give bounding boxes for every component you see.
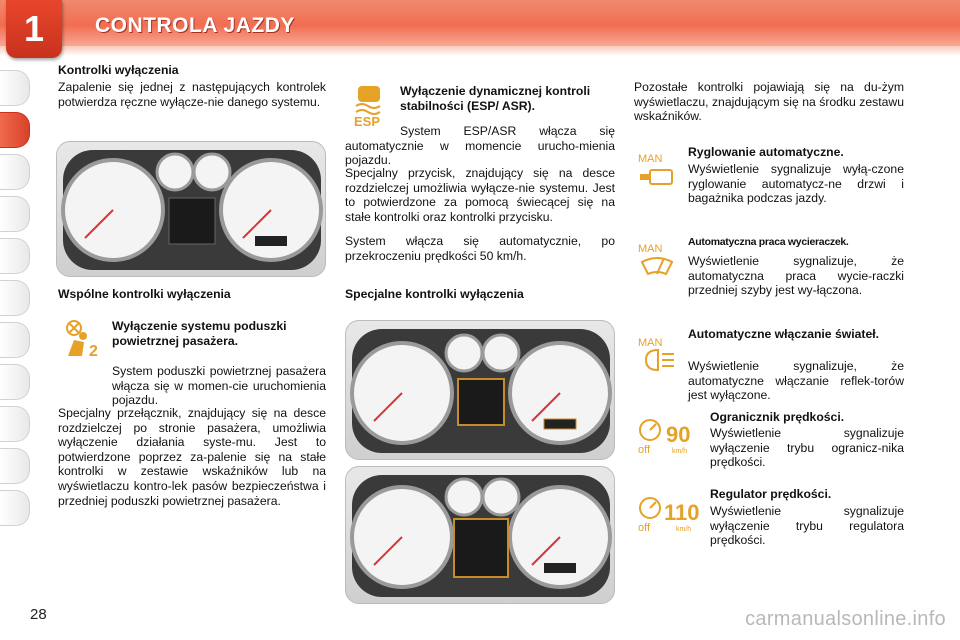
- svg-text:off: off: [638, 444, 651, 456]
- col3-intro: Pozostałe kontrolki pojawiają się na du-żym wyświetlaczu, znajdującym się na środku zestawu wskaźników.: [634, 80, 904, 124]
- svg-text:MAN: MAN: [638, 337, 663, 349]
- intro-paragraph: Zapalenie się jednej z następujących kontrolek potwierdza ręczne wyłącze-nie danego systemu.: [58, 80, 326, 109]
- svg-text:MAN: MAN: [638, 243, 663, 255]
- airbag-more-text: Specjalny przełącznik, znajdujący się na desce rozdzielczej po stronie pasażera, umożliwia wyłączenie działania syste-mu. Jest to potwierdzone poprzez za-palenie się na stałe kontrolki w zestawie wskaźników lub na wyświetlaczu kontro-lek pasów bezpieczeństwa i przedniej poduszki powietrznej pasażera.: [58, 406, 326, 508]
- esp-text-2: Specjalny przycisk, znajdujący się na desce rozdzielczej umożliwia wyłącze-nie systemu. Jest to potwierdzone za pomocą świecącej się na stałe kontrolki oraz kontrolki przycisku.: [345, 166, 615, 224]
- airbag-text: System poduszki powietrznej pasażera włącza się w momen-cie uruchomienia pojazdu.: [112, 364, 326, 408]
- side-tab-active[interactable]: [0, 112, 30, 148]
- svg-text:90: 90: [666, 422, 691, 447]
- instrument-cluster-image-special-2: [345, 466, 615, 604]
- item-heading: Ryglowanie automatyczne.: [688, 145, 844, 159]
- svg-text:off: off: [638, 522, 651, 534]
- side-tab[interactable]: [0, 154, 30, 190]
- side-tab[interactable]: [0, 322, 30, 358]
- svg-text:110: 110: [664, 500, 700, 525]
- item-heading: Automatyczne włączanie świateł.: [688, 327, 880, 341]
- instrument-cluster-image-common: [56, 141, 326, 277]
- svg-text:km/h: km/h: [676, 526, 692, 533]
- item-heading: Ogranicznik prędkości.: [710, 410, 845, 424]
- cruise-control-off-icon: [636, 494, 702, 534]
- esp-off-icon: [352, 82, 388, 128]
- panel-caption: Wspólne kontrolki wyłączenia: [58, 287, 231, 301]
- chapter-title: CONTROLA JAZDY: [95, 14, 295, 37]
- item-text: Wyświetlenie sygnalizuje wyłączenie trybu regulatora prędkości.: [710, 504, 904, 548]
- side-tab[interactable]: [0, 196, 30, 232]
- header-fade: [0, 46, 960, 56]
- instrument-cluster-image-special-1: [345, 320, 615, 460]
- airbag-heading: Wyłączenie systemu poduszki powietrznej pasażera.: [112, 319, 287, 348]
- svg-text:ESP: ESP: [354, 114, 381, 128]
- airbag-off-icon: [60, 318, 102, 358]
- lock-auto-off-icon: [636, 150, 678, 190]
- item-heading: Regulator prędkości.: [710, 487, 832, 501]
- side-tab[interactable]: [0, 70, 30, 106]
- wiper-auto-off-icon: [636, 240, 678, 280]
- item-text: Wyświetlenie sygnalizuje wyłą-czone ryglowanie automatycz-ne drzwi i bagażnika podczas jazdy.: [688, 162, 904, 206]
- esp-text-1: System ESP/ASR włącza się automatycznie w momencie urucho-mienia pojazdu.: [345, 124, 615, 168]
- section-heading: Kontrolki wyłączenia: [58, 63, 179, 77]
- item-text: Wyświetlenie sygnalizuje, że automatyczne włączanie reflek-torów jest wyłączone.: [688, 359, 904, 403]
- panel-caption: Specjalne kontrolki wyłączenia: [345, 287, 524, 301]
- esp-text-3: System włącza się automatycznie, po przekroczeniu prędkości 50 km/h.: [345, 234, 615, 263]
- svg-text:2: 2: [89, 343, 98, 358]
- page-number: 28: [30, 606, 47, 623]
- chapter-number-tab: 1: [6, 0, 62, 58]
- item-text: Wyświetlenie sygnalizuje wyłączenie trybu ogranicz-nika prędkości.: [710, 426, 904, 470]
- item-text: Wyświetlenie sygnalizuje, że automatyczna praca wycie-raczki przedniej szyby jest wy-łączona.: [688, 254, 904, 298]
- headlamp-auto-off-icon: [636, 334, 678, 374]
- item-heading: Automatyczna praca wycieraczek.: [688, 236, 849, 248]
- side-tab[interactable]: [0, 406, 30, 442]
- side-tab[interactable]: [0, 448, 30, 484]
- svg-text:MAN: MAN: [638, 153, 663, 165]
- speed-limiter-off-icon: [636, 416, 702, 456]
- side-tab[interactable]: [0, 238, 30, 274]
- watermark: carmanualsonline.info: [745, 608, 946, 630]
- side-tab-strip: [0, 70, 32, 532]
- esp-heading: Wyłączenie dynamicznej kontroli stabilności (ESP/ ASR).: [400, 84, 591, 113]
- side-tab[interactable]: [0, 364, 30, 400]
- svg-text:km/h: km/h: [672, 448, 688, 455]
- side-tab[interactable]: [0, 280, 30, 316]
- side-tab[interactable]: [0, 490, 30, 526]
